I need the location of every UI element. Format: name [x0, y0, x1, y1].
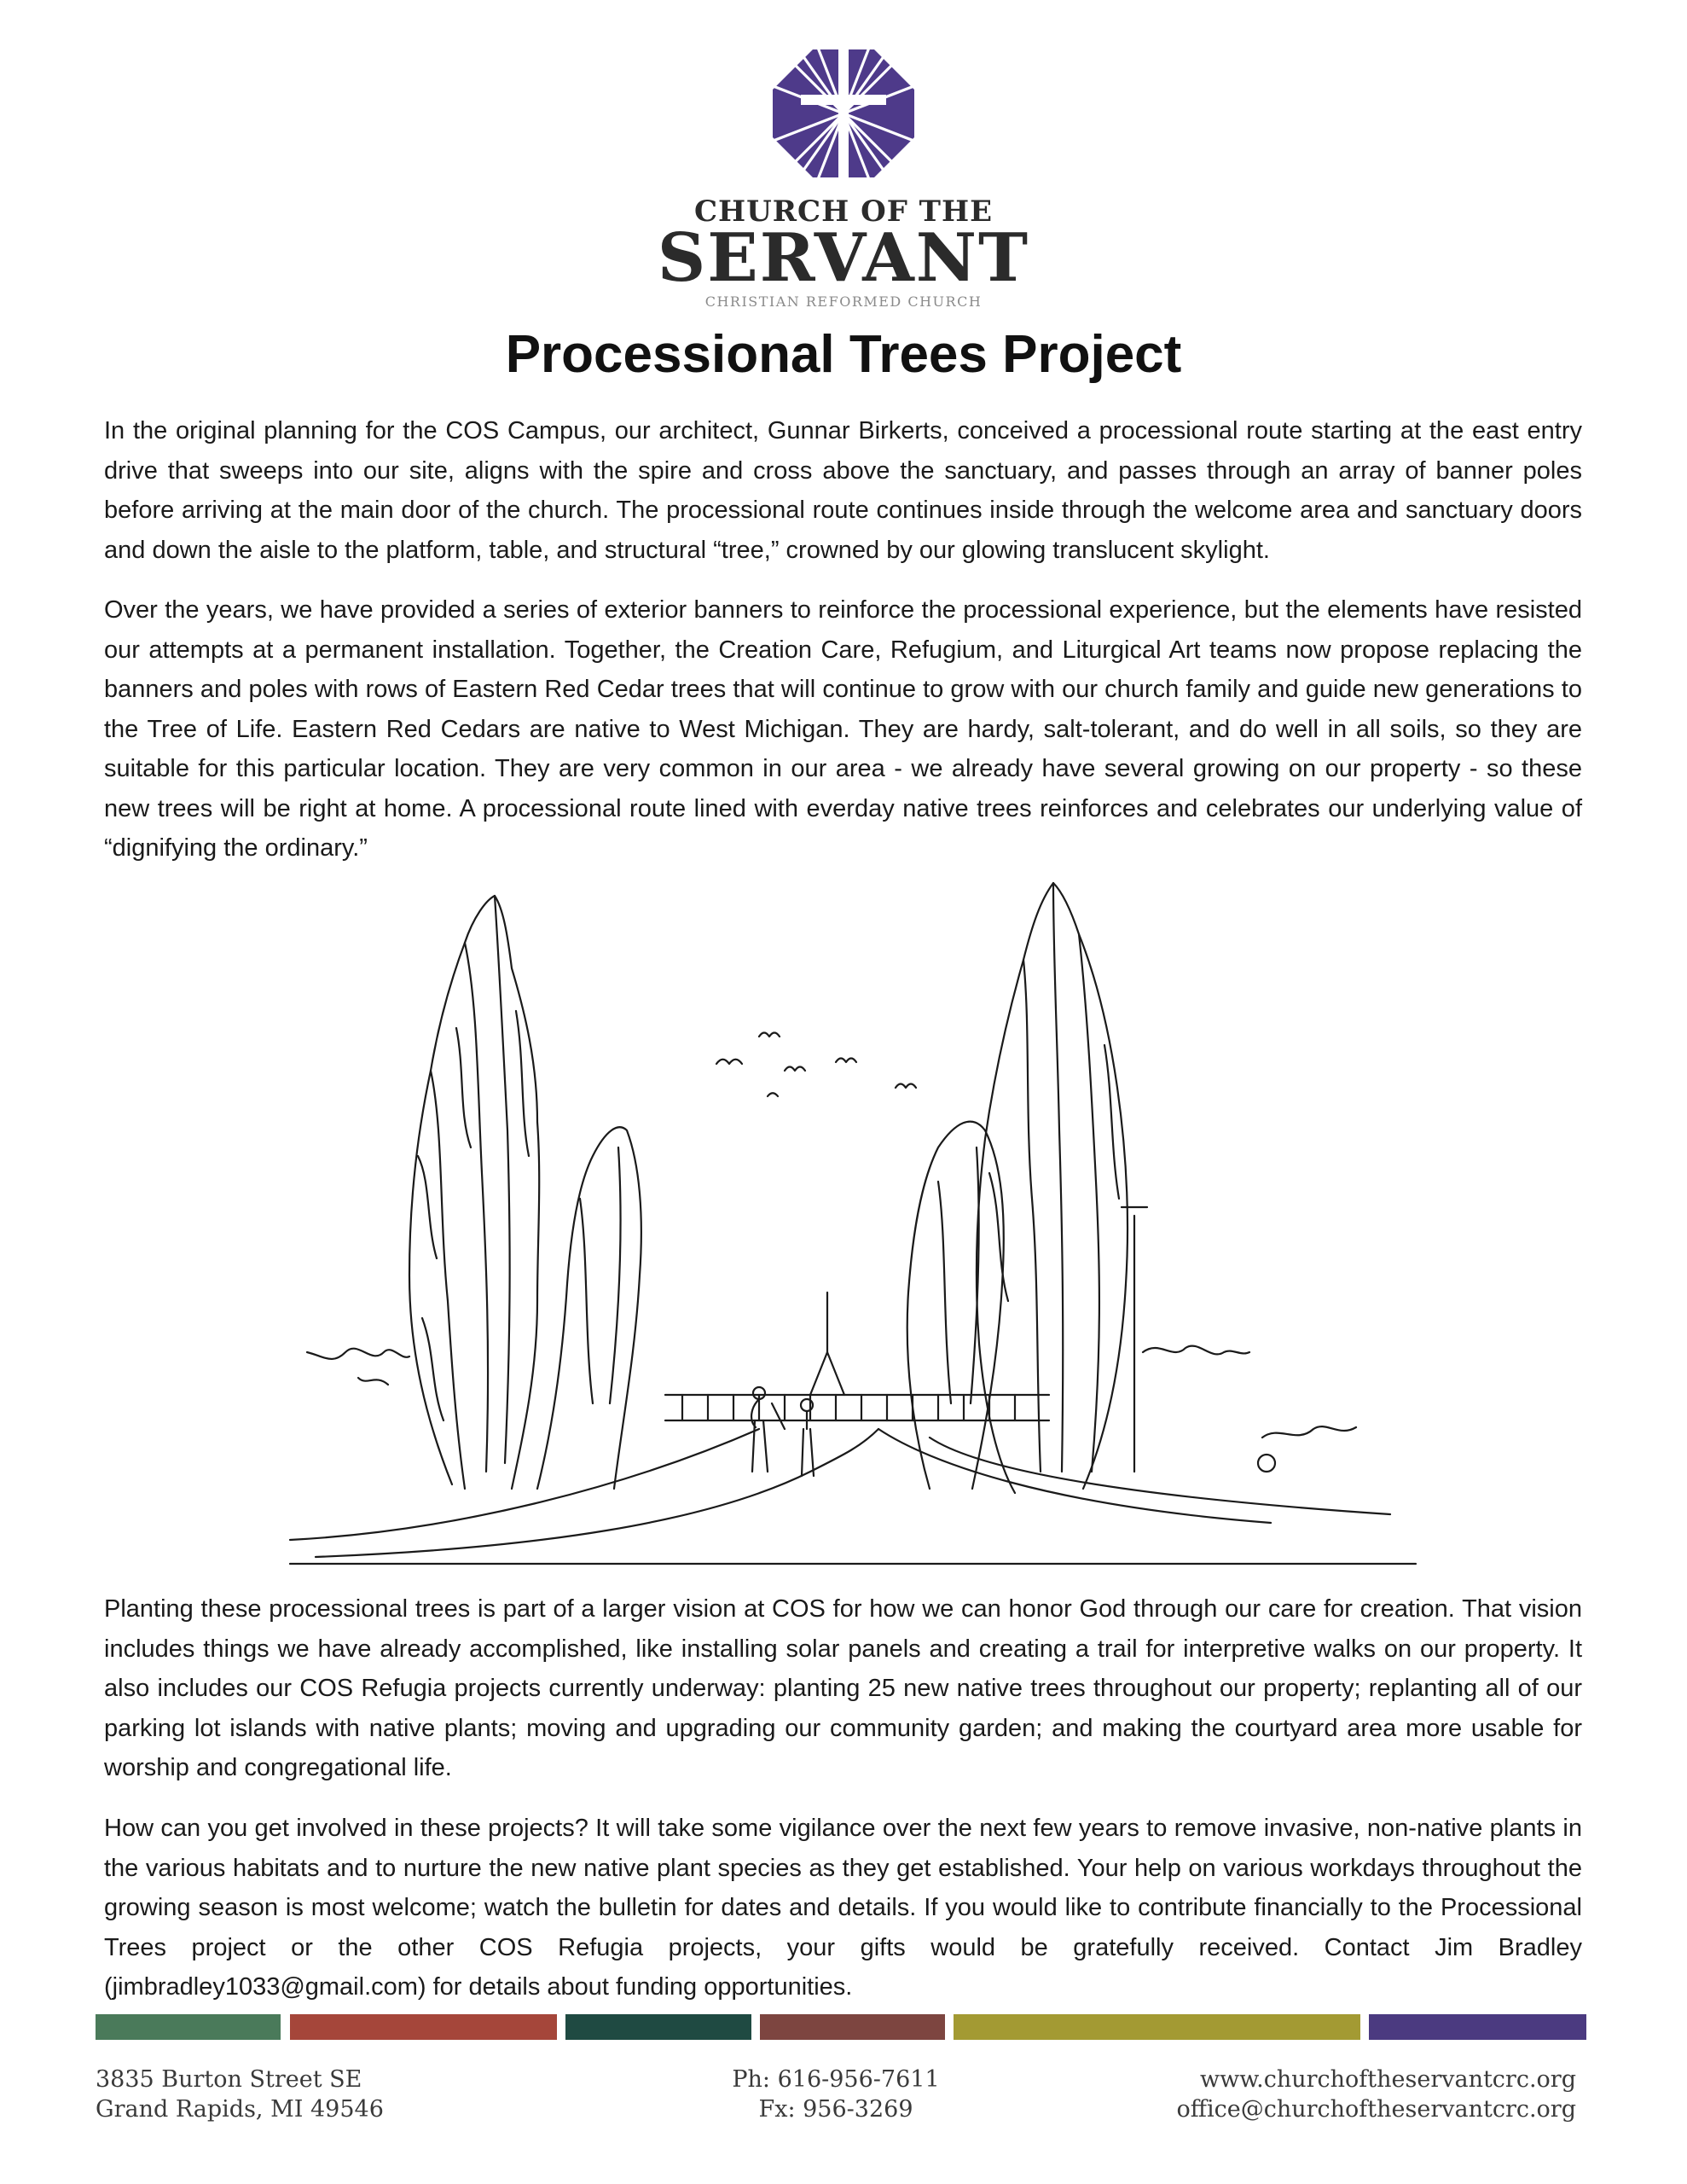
page-title: Processional Trees Project	[505, 325, 1182, 384]
paragraph-get-involved: How can you get involved in these projects? It will take some vigilance over the next few years to remove invasive, non-native plants in the various habitats and to nurture the new native plant species as they get established. Your help on various workdays throughout the growing season is most welcome; watch the bulletin for dates and details. If you would like to contribute financially to the Processional Trees project or the other COS Refugia projects, your gifts would be gratefully received. Contact Jim Bradley (jimbradley1033@gmail.com) for details about funding opportunities.	[104, 1815, 1582, 2001]
footer-web	[1177, 2065, 1576, 2124]
paragraph-intro: In the original planning for the COS Campus, our architect, Gunnar Birkerts, conceived a processional route starting at the east entry drive that sweeps into our site, aligns with the spire and cross above the sanctuary, and passes through an array of banner poles before arriving at the main door of the church. The processional route continues inside through the welcome area and sanctuary doors and down the aisle to the platform, table, and structural “tree,” crowned by our glowing translucent skylight.	[104, 417, 1582, 564]
footer-address	[96, 2065, 384, 2124]
footer-contact-numbers	[665, 2065, 1006, 2124]
color-bar-green	[96, 2014, 281, 2040]
address-line-1: 3835 Burton Street SE	[96, 2066, 362, 2093]
logo-line-denomination: CHRISTIAN REFORMED CHURCH	[704, 293, 983, 310]
color-bar-olive	[954, 2014, 1360, 2040]
paragraph-vision: Planting these processional trees is part of a larger vision at COS for how we can honor God through our care for creation. That vision includes things we have already accomplished, like installing solar panels and creating a trail for interpretive walks on our property. It also includes our COS Refugia projects currently underway: planting 25 new native trees throughout our property; replanting all of our parking lot islands with native plants; moving and upgrading our community garden; and making the courtyard area more usable for worship and congregational life.	[104, 1595, 1582, 1781]
address-line-2: Grand Rapids, MI 49546	[96, 2096, 384, 2123]
church-logo	[0, 49, 1687, 310]
paragraph-proposal: Over the years, we have provided a series of exterior banners to reinforce the processional experience, but the elements have resisted our attempts at a permanent installation. Together, the Creation Care, Refugium, and Liturgical Art teams now propose replacing the banners and poles with rows of Eastern Red Cedar trees that will continue to grow with our church family and guide new generations to the Tree of Life. Eastern Red Cedars are native to West Michigan. They are hardy, salt-tolerant, and do well in all soils, so they are suitable for this particular location. They are very common in our area - we already have several growing on our property - so these new trees will be right at home. A processional route lined with everday native trees reinforces and celebrates our underlying value of “dignifying the ordinary.”	[104, 596, 1582, 862]
color-bar-brown	[760, 2014, 945, 2040]
phone-number: Ph: 616-956-7611	[732, 2066, 940, 2093]
logo-line-servant: SERVANT	[657, 219, 1030, 297]
color-bar-dark-teal	[565, 2014, 751, 2040]
color-bar-red	[290, 2014, 557, 2040]
fax-number: Fx: 956-3269	[758, 2096, 913, 2123]
cross-burst-icon	[773, 49, 914, 177]
processional-trees-sketch	[281, 874, 1424, 1565]
website-link[interactable]: www.churchoftheservantcrc.org	[1199, 2066, 1576, 2093]
logo-line-church-of-the: CHURCH OF THE	[693, 195, 994, 229]
color-bar-purple	[1369, 2014, 1586, 2040]
email-link[interactable]: office@churchoftheservantcrc.org	[1176, 2096, 1576, 2123]
